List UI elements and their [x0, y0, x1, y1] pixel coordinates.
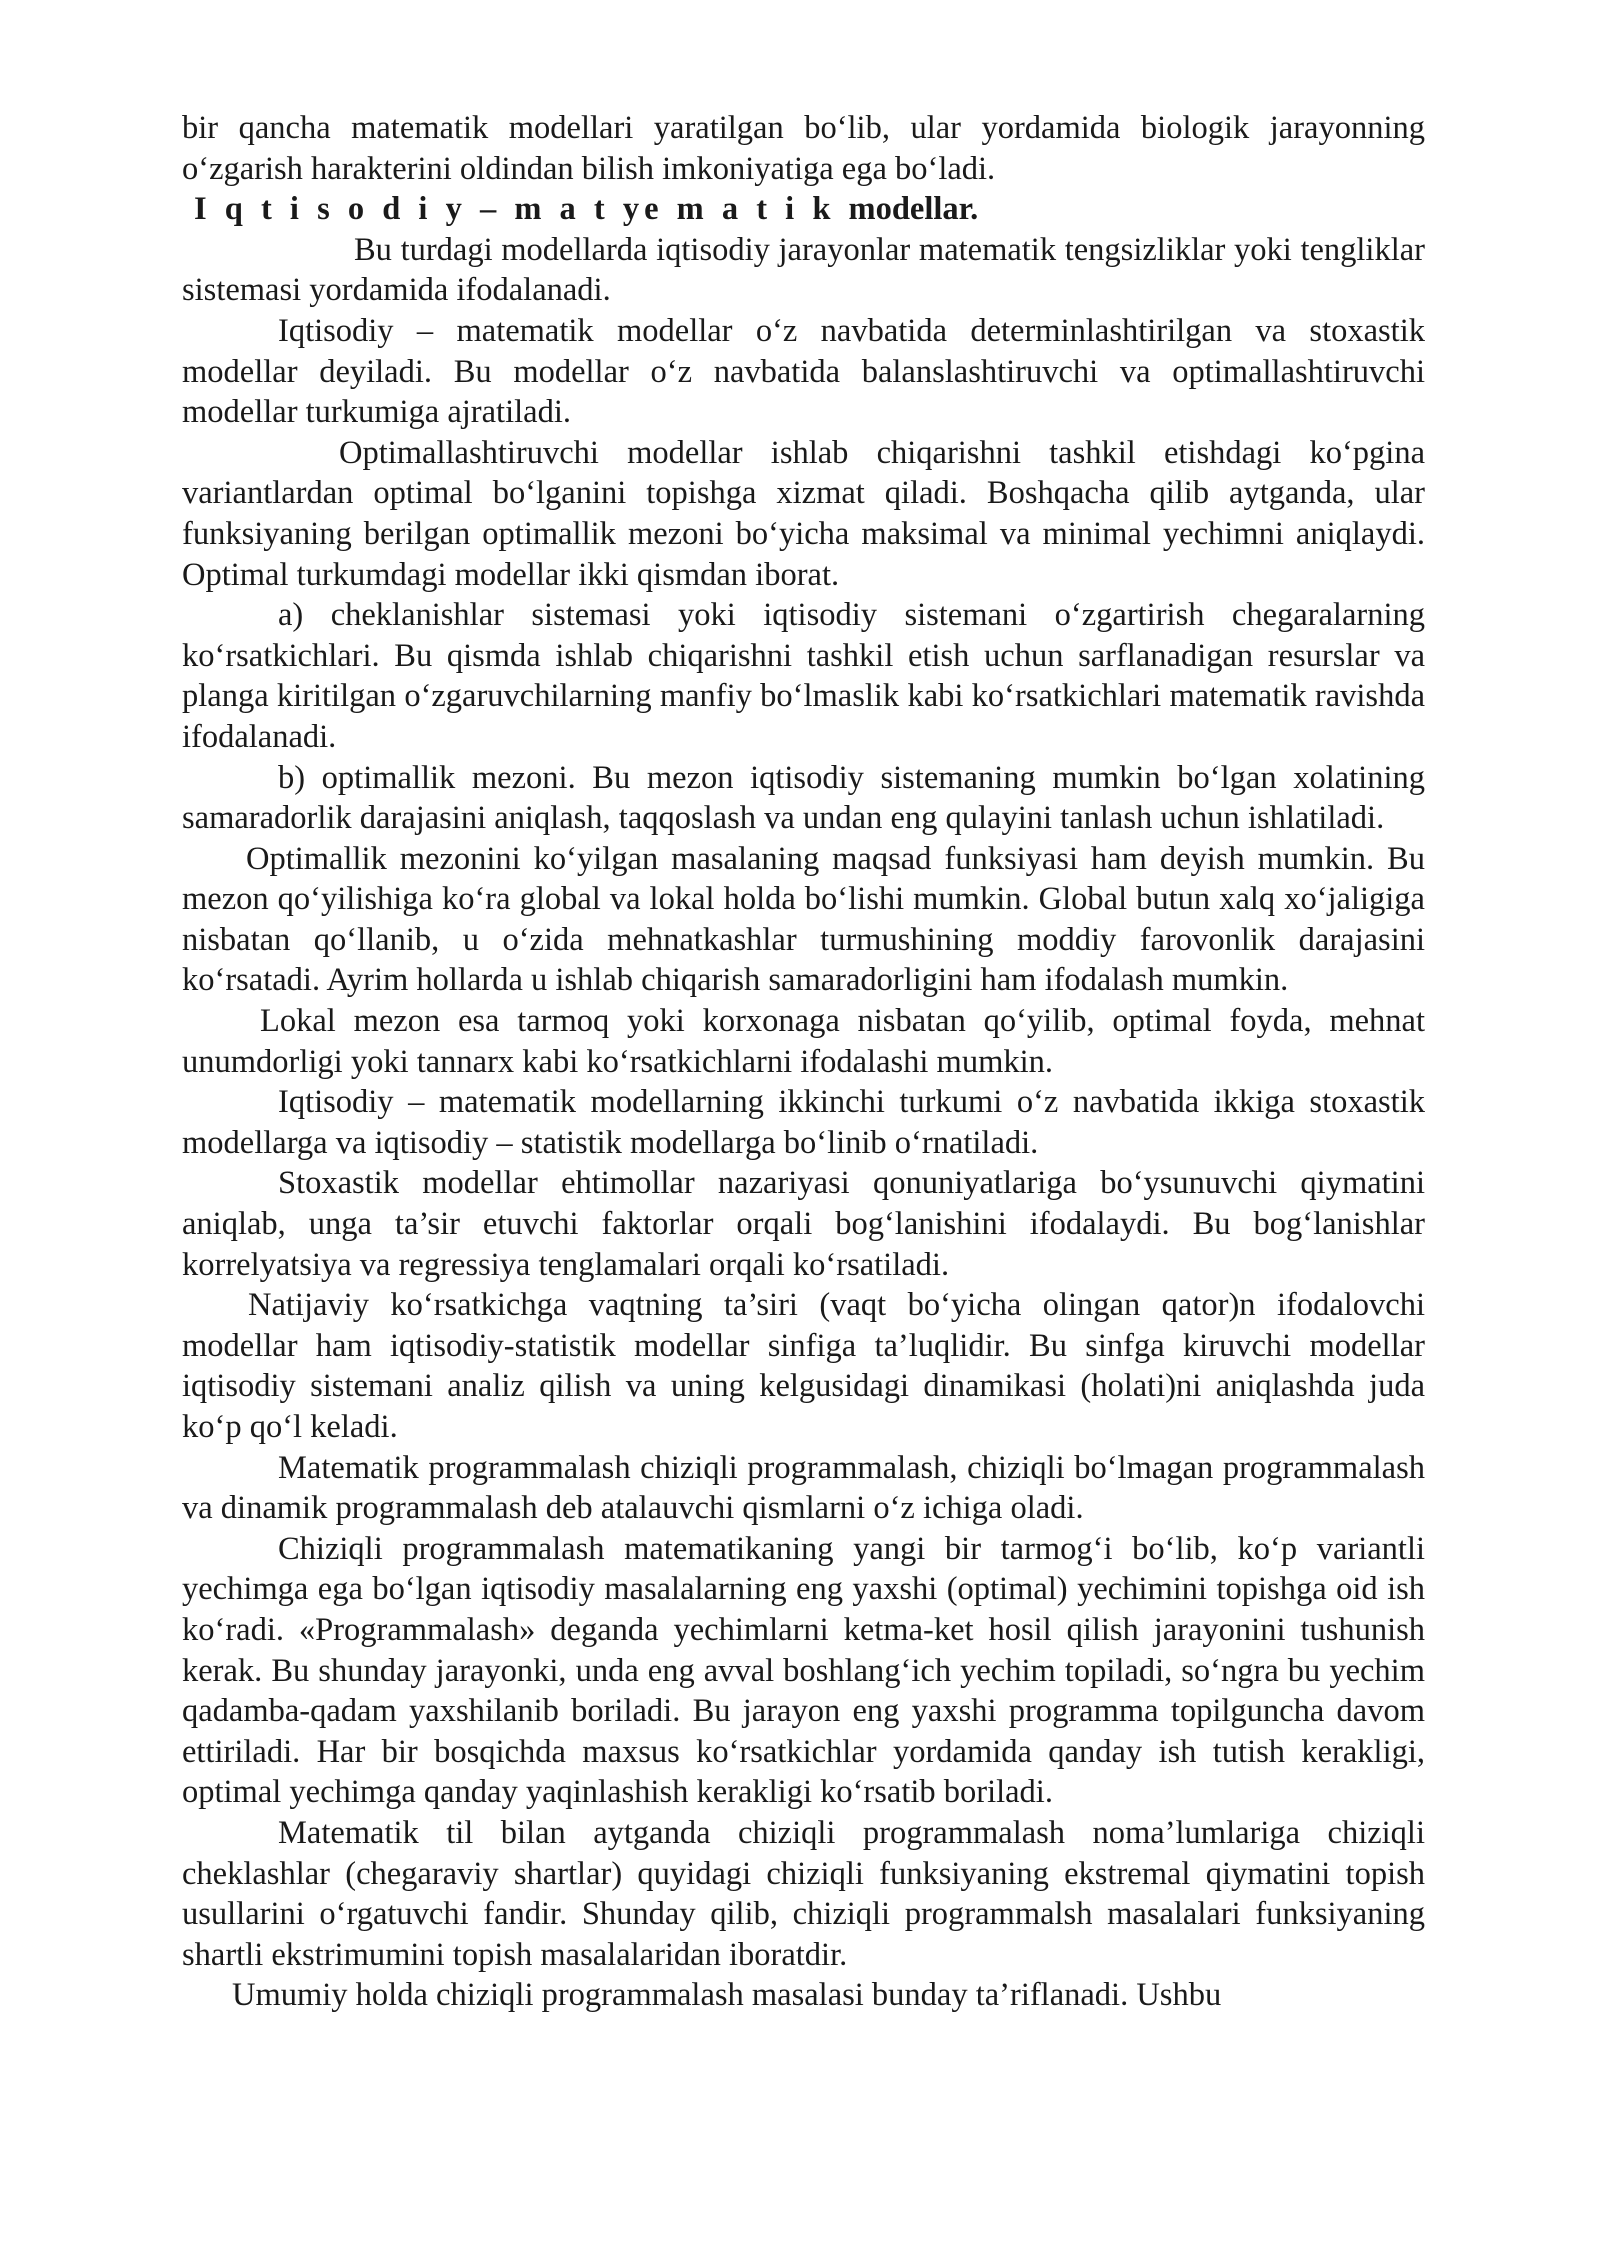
paragraph-7: Lokal mezon esa tarmoq yoki korxonaga nisbatan qo‘yilib, optimal foyda, mehnat unumdorligi yoki tannarx kabi ko‘rsatkichlarni ifodalashi mumkin. — [182, 1003, 1425, 1080]
paragraph-13: Matematik til bilan aytganda chiziqli programmalash noma’lumlariga chiziqli cheklashlar (chegaraviy shartlar) quyidagi chiziqli funksiyaning ekstremal qiymatini topish usullarini o‘rgatuvchi fandir. Shunday qilib, chiziqli programmalsh masalalari funksiyaning shartli ekstrimumini topish masalalaridan iboratdir. — [182, 1814, 1425, 1973]
paragraph-10: Natijaviy ko‘rsatkichga vaqtning ta’siri (vaqt bo‘yicha olingan qator)n ifodalovchi modellar ham iqtisodiy-statistik modellar sinfiga ta’luqlidir. Bu sinfga kiruvchi modellar iqtisodiy sistemani analiz qilish va uning kelgusidagi dinamikasi (holati)ni aniqlashda juda ko‘p qo‘l keladi. — [182, 1287, 1425, 1445]
paragraph-5: b) optimallik mezoni. Bu mezon iqtisodiy sistemaning mumkin bo‘lgan xolatining samaradorlik darajasini aniqlash, taqqoslash va undan eng qulayini tanlash uchun ishlatiladi. — [182, 759, 1425, 837]
paragraph-intro-continued: bir qancha matematik modellari yaratilgan bo‘lib, ular yordamida biologik jarayonning o‘zgarish harakterini oldindan bilish imkoniyatiga ega bo‘ladi. — [182, 110, 1425, 187]
paragraph-1: Bu turdagi modellarda iqtisodiy jarayonlar matematik tengsizliklar yoki tengliklar sistemasi yordamida ifodalanadi. — [182, 231, 1425, 309]
paragraph-4: a) cheklanishlar sistemasi yoki iqtisodiy sistemani o‘zgartirish chegaralarning ko‘rsatkichlari. Bu qismda ishlab chiqarishni tashkil etish uchun sarflanadigan resurslar va planga kiritilgan o‘zgaruvchilarning manfiy bo‘lmaslik kabi ko‘rsatkichlari matematik ravishda ifodalanadi. — [182, 597, 1425, 755]
paragraph-9: Stoxastik modellar ehtimollar nazariyasi qonuniyatlariga bo‘ysunuvchi qiymatini aniqlab, unga ta’sir etuvchi faktorlar orqali bog‘lanishini ifodalaydi. Bu bog‘lanishlar korrelyatsiya va regressiya tenglamalari orqali ko‘rsatiladi. — [182, 1165, 1425, 1283]
paragraph-14: Umumiy holda chiziqli programmalash masalasi bunday ta’riflanadi. Ushbu — [232, 1977, 1222, 2014]
section-heading-spaced: I q t i s o d i y – m a t ye m a t i k — [194, 191, 849, 228]
section-heading — [182, 189, 1425, 230]
document-page — [182, 108, 1425, 2016]
paragraph-8: Iqtisodiy – matematik modellarning ikkinchi turkumi o‘z navbatida ikkiga stoxastik modellarga va iqtisodiy – statistik modellarga bo‘linib o‘rnatiladi. — [182, 1084, 1425, 1161]
paragraph-2: Iqtisodiy – matematik modellar o‘z navbatida determinlashtirilgan va stoxastik modellar deyiladi. Bu modellar o‘z navbatida balanslashtiruvchi va optimallashtiruvchi modellar turkumiga ajratiladi. — [182, 312, 1425, 431]
paragraph-11: Matematik programmalash chiziqli programmalash, chiziqli bo‘lmagan programmalash va dinamik programmalash deb atalauvchi qismlarni o‘z ichiga oladi. — [182, 1449, 1425, 1527]
paragraph-3: Optimallashtiruvchi modellar ishlab chiqarishni tashkil etishdagi ko‘pgina variantlardan optimal bo‘lganini topishga xizmat qiladi. Boshqacha qilib aytganda, ular funksiyaning berilgan optimallik mezoni bo‘yicha maksimal va minimal yechimni aniqlaydi. Optimal turkumdagi modellar ikki qismdan iborat. — [182, 434, 1425, 593]
paragraph-6: Optimallik mezonini ko‘yilgan masalaning maqsad funksiyasi ham deyish mumkin. Bu mezon qo‘yilishiga ko‘ra global va lokal holda bo‘lishi mumkin. Global butun xalq xo‘jaligiga nisbatan qo‘llanib, u o‘zida mehnatkashlar turmushining moddiy farovonlik darajasini ko‘rsatadi. Ayrim hollarda u ishlab chiqarish samaradorligini ham ifodalash mumkin. — [182, 840, 1425, 999]
paragraph-12: Chiziqli programmalash matematikaning yangi bir tarmog‘i bo‘lib, ko‘p variantli yechimga ega bo‘lgan iqtisodiy masalalarning eng yaxshi (optimal) yechimini topishga oid ish ko‘radi. «Programmalash» deganda yechimlarni ketma-ket hosil qilish jarayonini tushunish kerak. Bu shunday jarayonki, unda eng avval boshlang‘ich yechim topiladi, so‘ngra bu yechim qadamba-qadam yaxshilanib boriladi. Bu jarayon eng yaxshi programma topilguncha davom ettiriladi. Har bir bosqichda maxsus ko‘rsatkichlar yordamida qanday ish tutish kerakligi, optimal yechimga qanday yaqinlashish kerakligi ko‘rsatib boriladi. — [182, 1530, 1425, 1811]
section-heading-rest: modellar. — [848, 191, 979, 228]
